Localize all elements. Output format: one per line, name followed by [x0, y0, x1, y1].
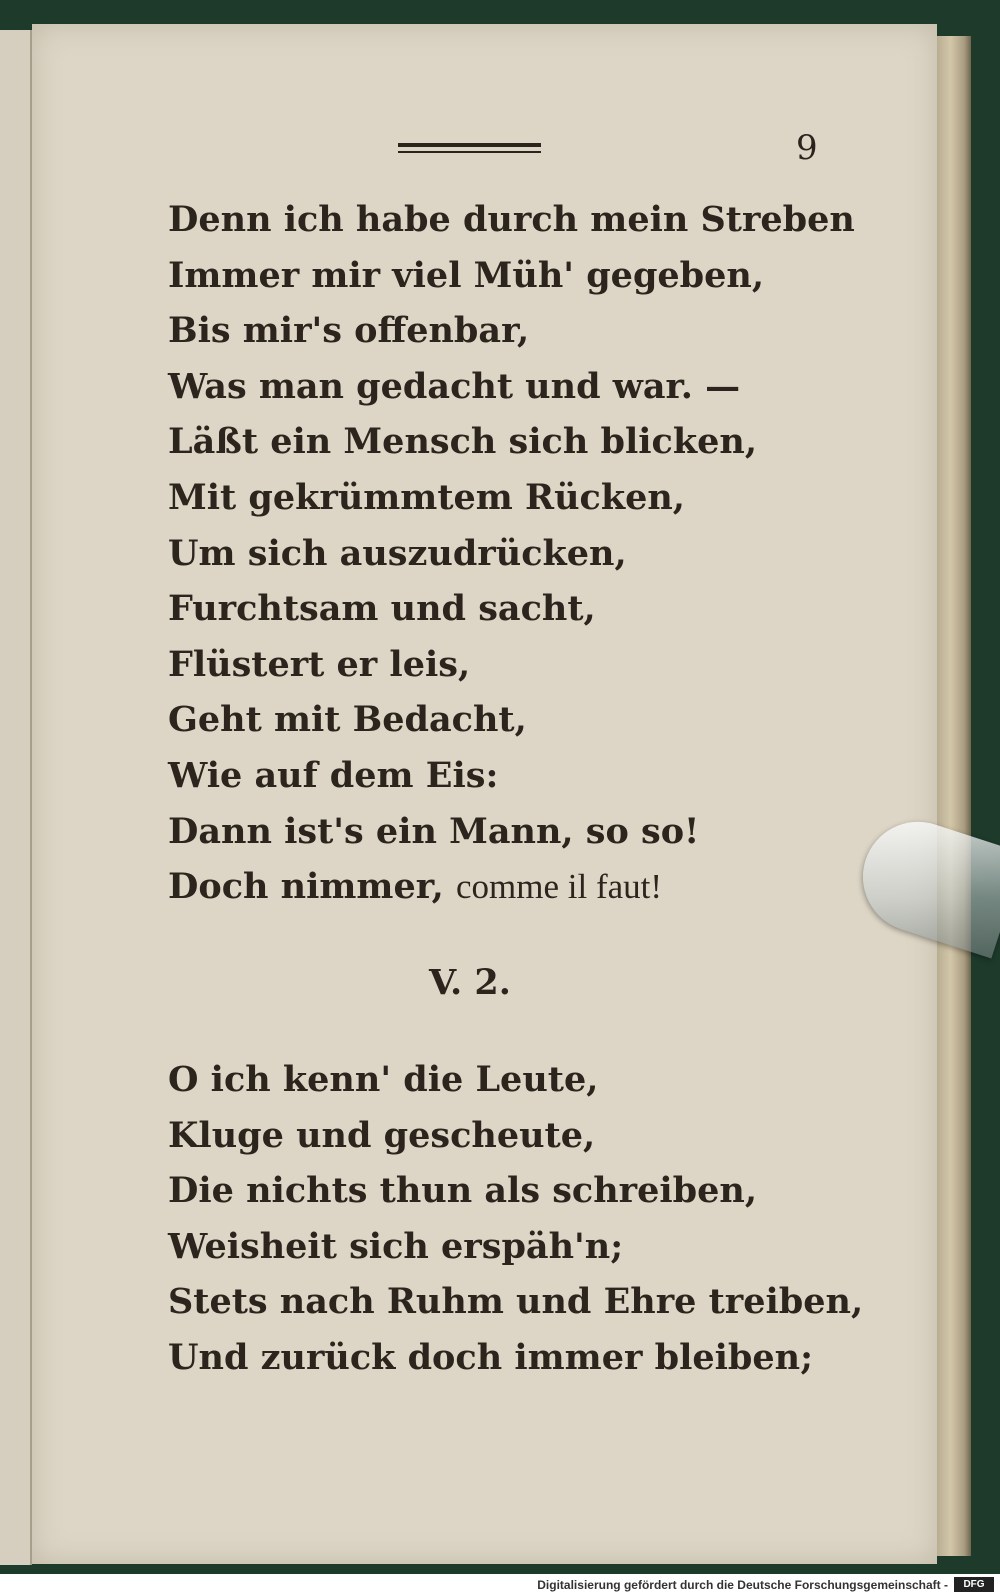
facing-page-edge — [0, 30, 32, 1565]
verse-line: Flüstert er leis, — [168, 643, 471, 685]
verse-line: Läßt ein Mensch sich blicken, — [168, 421, 758, 463]
verse-line: Was man gedacht und war. — — [168, 365, 741, 407]
verse-line: Die nichts thun als schreiben, — [168, 1170, 758, 1212]
verse-line: Immer mir viel Müh' gegeben, — [168, 254, 765, 296]
stanza-2 — [168, 1052, 888, 1386]
verse-line: Geht mit Bedacht, — [168, 699, 527, 741]
verse-line-roman-part: comme il faut! — [455, 867, 663, 907]
verse-line: Um sich auszudrücken, — [168, 532, 627, 574]
digitization-footer — [0, 1574, 1000, 1596]
section-heading-text: V. 2. — [429, 962, 511, 1003]
verse-line: Und zurück doch immer bleiben; — [168, 1336, 814, 1378]
verse-line: Furchtsam und sacht, — [168, 588, 596, 630]
section-heading — [0, 962, 1000, 1003]
page-block-edge — [937, 36, 971, 1556]
verse-line: Stets nach Ruhm und Ehre treiben, — [168, 1281, 864, 1323]
page-number: 9 — [796, 128, 818, 168]
verse-line: Wie auf dem Eis: — [168, 754, 499, 796]
header-rule — [398, 143, 541, 153]
stanza-1 — [168, 192, 888, 915]
verse-line: Bis mir's offenbar, — [168, 310, 530, 352]
verse-line: Denn ich habe durch mein Streben — [168, 199, 855, 240]
verse-line-fraktur-part: Doch nimmer, — [168, 866, 444, 908]
verse-line: Mit gekrümmtem Rücken, — [168, 476, 685, 518]
verse-line: Kluge und gescheute, — [168, 1114, 596, 1156]
verse-line: Dann ist's ein Mann, so so! — [168, 810, 700, 852]
verse-line: Weisheit sich erspäh'n; — [168, 1225, 624, 1267]
verse-line: O ich kenn' die Leute, — [168, 1059, 599, 1100]
verse-line-last — [168, 859, 888, 915]
dfg-logo: DFG — [954, 1577, 994, 1592]
funding-credit: Digitalisierung gefördert durch die Deutsche Forschungsgemeinschaft - — [537, 1578, 948, 1592]
